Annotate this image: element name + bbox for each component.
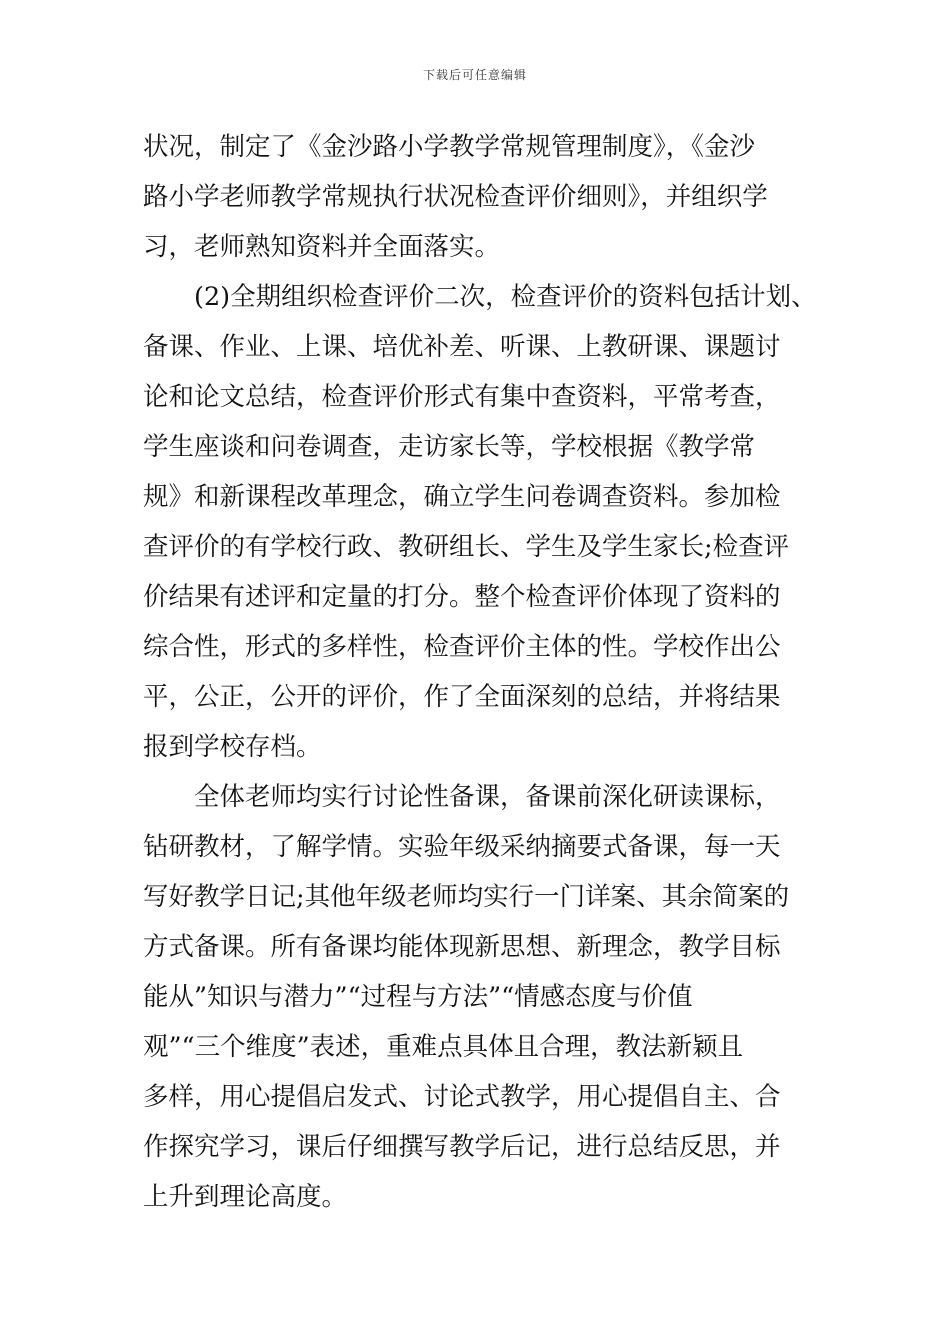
text-line: 全体老师均实行讨论性备课，备课前深化研读课标， [194,782,781,812]
text-line: 路小学老师教学常规执行状况检查评价细则》，并组织学 [143,182,768,212]
text-line: 上升到理论高度。 [143,1182,348,1212]
text-line: 观”“三个维度”表述，重难点具体且合理，教法新颖且 [143,1032,744,1062]
text-line: 学生座谈和问卷调查，走访家长等，学校根据《教学常 [143,432,756,462]
text-line: (2)全期组织检查评价二次，检查评价的资料包括计划、 [194,282,817,312]
page-header: 下载后可任意编辑 [422,68,527,82]
text-line: 综合性，形式的多样性，检查评价主体的性。学校作出公 [143,632,781,662]
text-line: 钻研教材，了解学情。实验年级采纳摘要式备课，每一天 [143,832,781,862]
text-line: 报到学校存档。 [143,732,322,762]
text-line: 状况，制定了《金沙路小学教学常规管理制度》，《金沙 [143,132,756,162]
document-body [143,122,817,1222]
text-line: 规》和新课程改革理念，确立学生问卷调查资料。参加检 [143,482,781,512]
text-line: 平，公正，公开的评价，作了全面深刻的总结，并将结果 [143,682,781,712]
text-line: 查评价的有学校行政、教研组长、学生及学生家长;检查评 [143,532,790,562]
text-line: 习，老师熟知资料并全面落实。 [143,232,501,262]
text-line: 论和论文总结，检查评价形式有集中查资料，平常考查， [143,382,781,412]
text-line: 作探究学习，课后仔细撰写教学后记，进行总结反思，并 [143,1132,781,1162]
paragraph-2 [143,272,817,772]
paragraph-1 [143,122,811,272]
text-line: 多样，用心提倡启发式、讨论式教学，用心提倡自主、合 [143,1082,781,1112]
text-line: 备课、作业、上课、培优补差、听课、上教研课、课题讨 [143,332,781,362]
text-line: 能从”知识与潜力”“过程与方法”“情感态度与价值 [143,982,693,1012]
text-line: 价结果有述评和定量的打分。整个检查评价体现了资料的 [143,582,781,612]
text-line: 写好教学日记;其他年级老师均实行一门详案、其余简案的 [143,882,790,912]
text-line: 方式备课。所有备课均能体现新思想、新理念，教学目标 [143,932,781,962]
paragraph-3 [143,772,811,1222]
